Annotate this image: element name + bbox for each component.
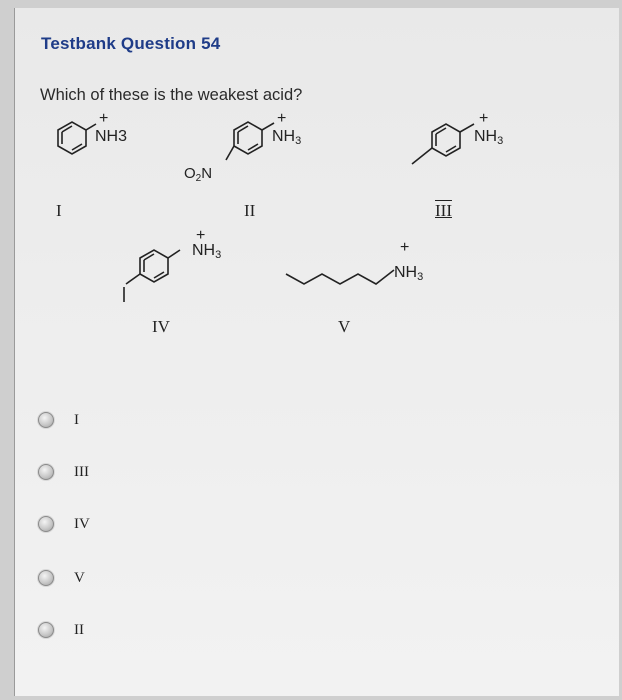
question-title: Testbank Question 54 (41, 34, 221, 53)
structure-v-amine: NH3 (394, 264, 424, 283)
radio-button[interactable] (38, 622, 54, 638)
option-label: III (74, 463, 89, 480)
structure-iv-charge: + (196, 227, 206, 244)
radio-button[interactable] (38, 464, 54, 480)
structure-iii-charge: + (479, 110, 489, 127)
option-ii[interactable] (38, 618, 238, 642)
structure-ii-charge: + (277, 110, 287, 127)
radio-button[interactable] (38, 570, 54, 586)
structure-iv-diagram (118, 227, 238, 312)
structure-i-label: I (56, 201, 62, 220)
structure-ii-diagram (182, 112, 322, 192)
structure-i-amine: NH3 (95, 128, 128, 145)
option-i[interactable] (38, 408, 238, 432)
option-iv[interactable] (38, 512, 238, 536)
option-label: II (74, 621, 84, 638)
structure-iii-label: III (435, 201, 452, 220)
structure-ii-amine: NH3 (272, 128, 302, 147)
structure-ii-nitro: $O_2N$ (184, 165, 213, 184)
structure-i-charge: + (99, 110, 109, 127)
structure-iv-label: IV (152, 317, 170, 336)
question-prompt: Which of these is the weakest acid? (40, 86, 303, 104)
structure-v-charge: + (400, 239, 410, 256)
structure-ii-label: II (244, 201, 256, 220)
radio-button[interactable] (38, 516, 54, 532)
structure-iv-amine: NH3 (192, 242, 222, 261)
structure-i-diagram (40, 112, 160, 182)
radio-button[interactable] (38, 412, 54, 428)
option-iii[interactable] (38, 460, 238, 484)
structure-iii-diagram (404, 112, 544, 192)
option-label: I (74, 411, 79, 428)
option-v[interactable] (38, 566, 238, 590)
structure-v-diagram (286, 240, 446, 300)
option-label: V (74, 569, 85, 586)
option-label: IV (74, 515, 90, 532)
structure-iii-amine: NH3 (474, 128, 504, 147)
structure-v-label: V (338, 317, 351, 336)
